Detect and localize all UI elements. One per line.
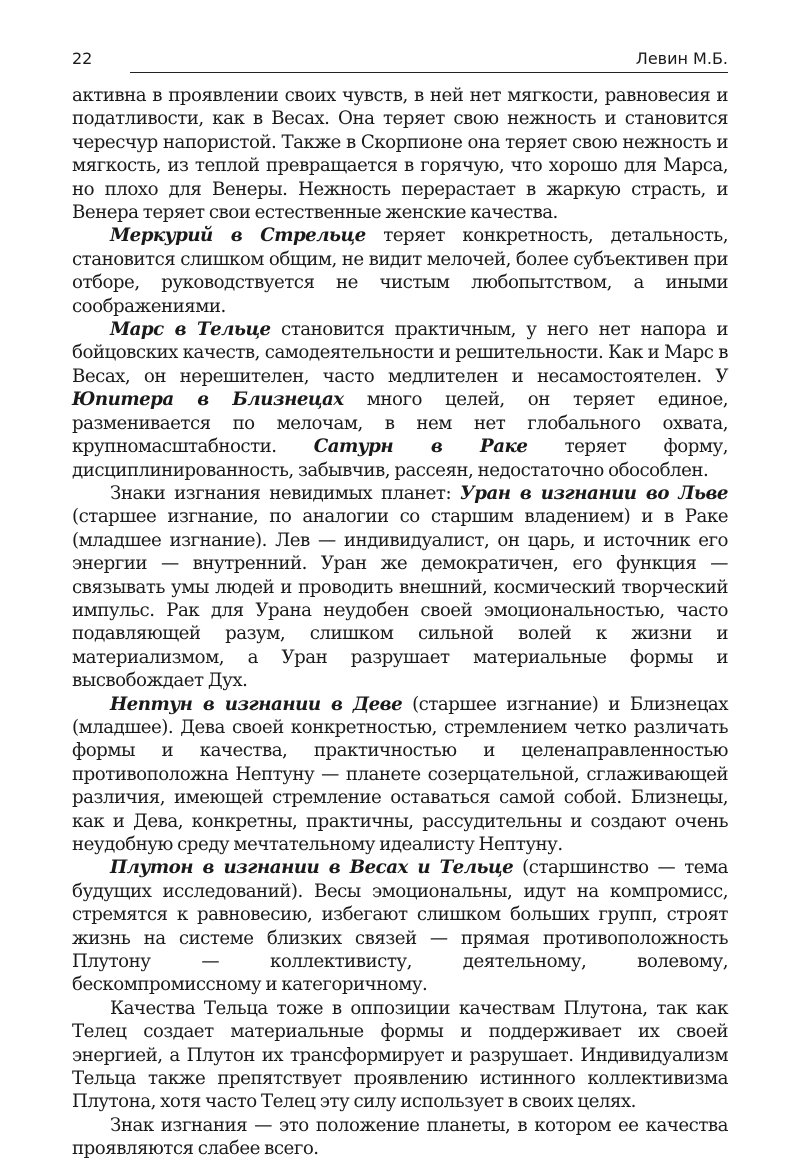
header-rule (130, 72, 728, 73)
paragraph (72, 856, 728, 996)
text-run: теряет форму, дисциплинированность, забывчив, рассеян, недостаточно обособлен. (72, 436, 728, 481)
text-run: (старшинство — тема будущих исследований). Весы эмоциональны, идут на компромисс, стремятся к равновесию, избегают слишком больших групп, строят жизнь на системе близких связей — прямая противоположность Плутону — коллективисту, деятельному, волевому, бескомпромиссному и категоричному. (72, 857, 729, 996)
page-header (72, 48, 728, 70)
emphasis-run: Уран в изгнании во Льве (459, 482, 728, 504)
text-run: (старшее изгнание) и Близнецах (младшее). Дева своей конкретностью, стремлением четко различать формы и качества, практичностью и целенаправленностью противоположна Нептуну — планете созерцательной, сглаживающей различия, имеющей стремление оставаться самой собой. Близнецы, как и Дева, конкретны, практичны, рассудительны и создают очень неудобную среду мечтательному идеалисту Нептуну. (72, 693, 728, 855)
emphasis-run: Марс в Тельце (110, 319, 271, 341)
paragraph (72, 1114, 728, 1161)
text-run: Знак изгнания — это положение планеты, в котором ее качества проявляются слабее всего. (72, 1114, 728, 1160)
paragraph (72, 693, 728, 857)
emphasis-run: Юпитера в Близнецах (72, 389, 344, 411)
text-run: активна в проявлении своих чувств, в ней нет мягкости, равновесия и податливости, как в Весах. Она теряет свою нежность и становится чересчур напористой. Также в Скорпионе она теряет свою нежность и мягкость, из теплой превращается в горячую, что хорошо для Марса, но плохо для Венеры. Нежность перерастает в жаркую страсть, и Венера теряет свои естественные женские качества. (72, 85, 728, 224)
paragraph (72, 84, 728, 224)
text-run: теряет конкретность, детальность, становится слишком общим, не видит мелочей, более субъективен при отборе, руководствуется не чистым любопытством, а иными соображениями. (72, 225, 728, 317)
text-run: Знаки изгнания невидимых планет: (110, 482, 460, 504)
page-number: 22 (72, 49, 93, 68)
paragraph (72, 997, 728, 1114)
emphasis-run: Нептун в изгнании в Деве (110, 693, 403, 715)
text-run: (старшее изгнание, по аналогии со старшим владением) и в Раке (младшее изгнание). Лев — индивидуалист, он царь, и источник его энергии — внутренний. Уран же демократичен, его функция — связывать умы людей и проводить внешний, космический творческий импульс. Рак для Урана неудобен своей эмоциональностью, часто подавляющей разум, слишком сильной волей к жизни и материализмом, а Уран разрушает материальные формы и высвобождает Дух. (72, 506, 728, 692)
emphasis-run: Плутон в изгнании в Весах и Тельце (110, 857, 514, 879)
paragraph (72, 224, 728, 318)
text-run: Качества Тельца тоже в оппозиции качествам Плутона, так как Телец создает материальные формы и поддерживает их своей энергией, а Плутон их трансформирует и разрушает. Индивидуализм Тельца также препятствует проявлению истинного коллективизма Плутона, хотя часто Телец эту силу использует в своих целях. (72, 997, 728, 1113)
emphasis-run: Меркурий в Стрельце (110, 225, 366, 247)
paragraph (72, 318, 728, 482)
paragraph (72, 482, 728, 693)
body-text (72, 84, 728, 1161)
running-head-author: Левин М.Б. (635, 49, 728, 68)
text-run: становится практичным, у него нет напора и бойцовских качеств, самодеятельности и решительности. Как и Марс в Весах, он нерешителен, часто медлителен и несамостоятелен. У (72, 319, 728, 387)
text-run: много целей, он теряет единое, разменивается по мелочам, в нем нет глобального охвата, крупномасштабности. (72, 389, 729, 458)
emphasis-run: Сатурн в Раке (313, 436, 528, 458)
